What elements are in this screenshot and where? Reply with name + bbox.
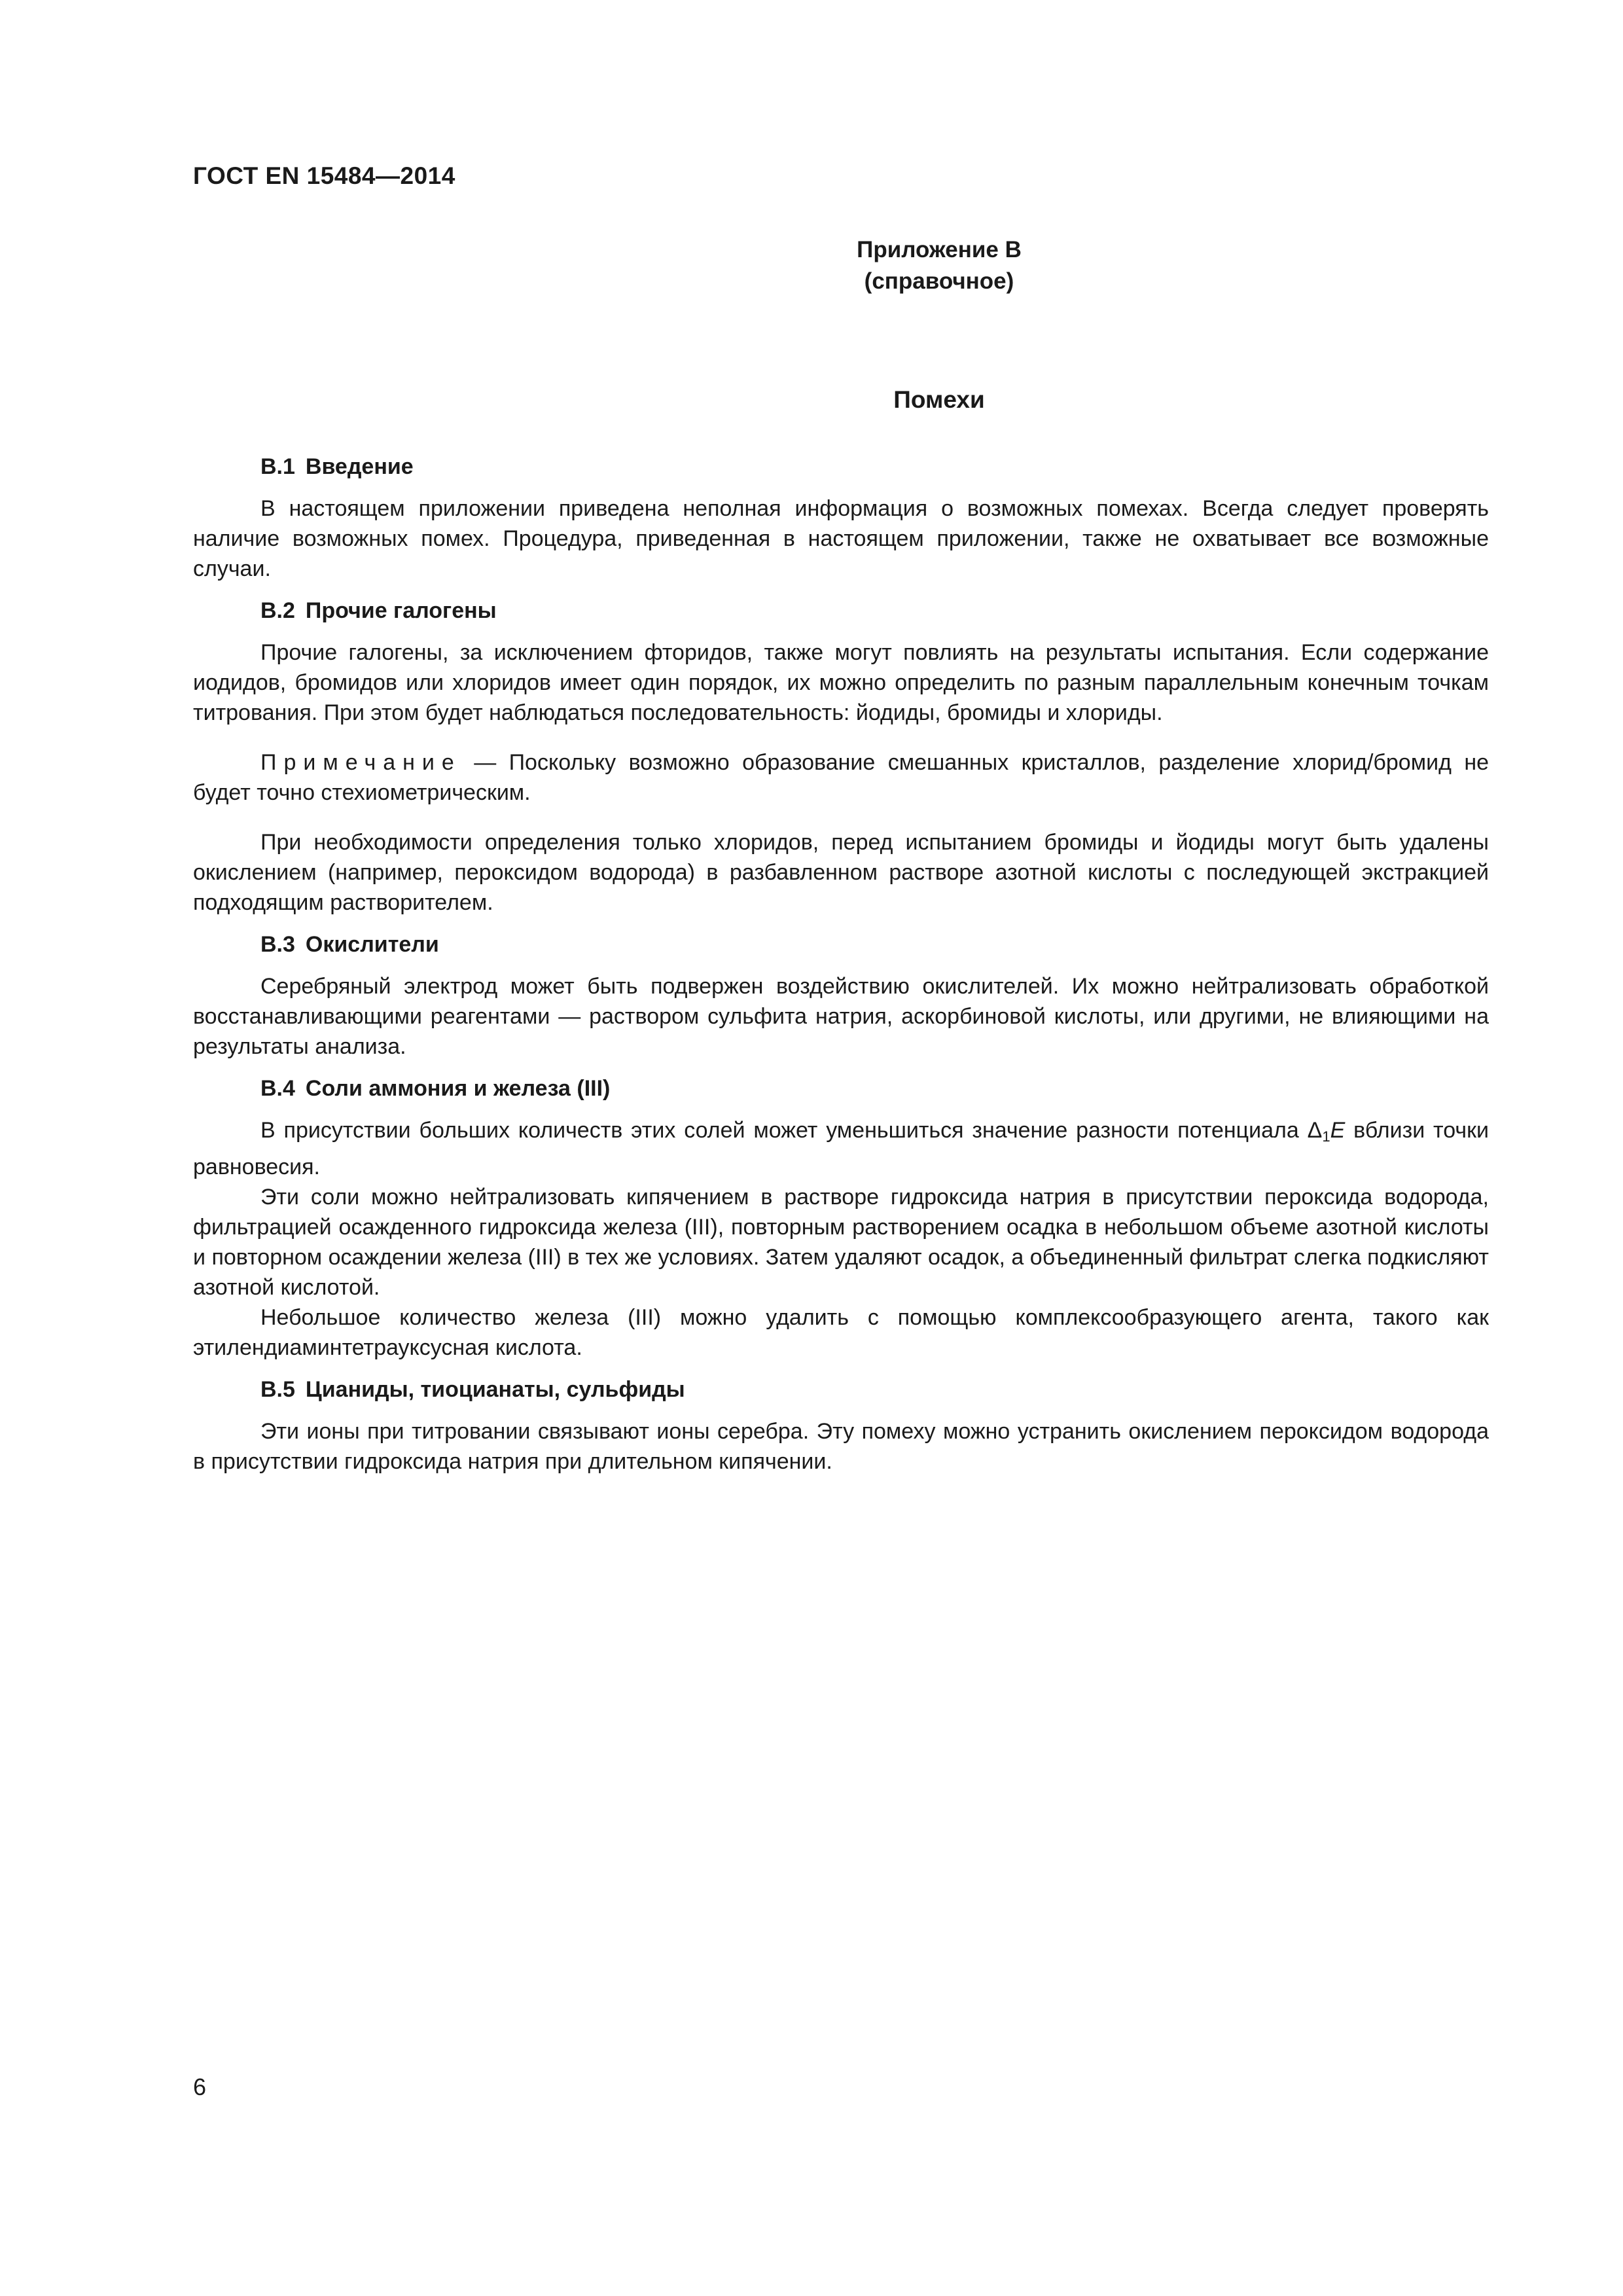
delta-variable: E	[1330, 1118, 1346, 1143]
section-heading-b3	[193, 929, 1489, 960]
document-header: ГОСТ EN 15484—2014	[193, 162, 455, 189]
section-heading-b4	[193, 1073, 1489, 1103]
paragraph: Серебряный электрод может быть подвержен воздействию окислителей. Их можно нейтрализовать обработкой восстанавливающими реагентами — раствором сульфита натрия, аскорбиновой кислоты, или другими, не влияющими на результаты анализа.	[193, 974, 1489, 1059]
paragraph: Эти ионы при титровании связывают ионы серебра. Эту помеху можно устранить окислением пероксидом водорода в присутствии гидроксида натрия при длительном кипячении.	[193, 1419, 1489, 1474]
page-number: 6	[193, 2073, 207, 2100]
section-number: В.5	[260, 1377, 295, 1402]
paragraph: В настоящем приложении приведена неполная информация о возможных помехах. Всегда следует проверять наличие возможных помех. Процедура, приведенная в настоящем приложении, также не охватывает все возможные случаи.	[193, 496, 1489, 581]
section-heading-b5	[193, 1374, 1489, 1405]
delta-subscript: 1	[1322, 1128, 1330, 1145]
note-text: — Поскольку возможно образование смешанных кристаллов, разделение хлорид/бромид не будет точно стехиометрическим.	[193, 750, 1489, 805]
annex-title: Помехи	[893, 386, 985, 413]
section-number: В.3	[260, 932, 295, 957]
annex-label: Приложение В	[857, 237, 1022, 262]
section-heading-b2	[193, 596, 1489, 626]
document-body	[193, 452, 1489, 1477]
delta-symbol: Δ	[1307, 1118, 1323, 1143]
section-title: Прочие галогены	[305, 598, 497, 623]
section-title: Введение	[305, 454, 414, 479]
section-number: В.2	[260, 598, 295, 623]
annex-heading	[193, 234, 1489, 297]
paragraph: Прочие галогены, за исключением фторидов, также могут повлиять на результаты испытания. Если содержание иодидов, бромидов или хлоридов имеет один порядок, их можно определить по разным параллельным конечным точкам титрования. При этом будет наблюдаться последовательность: йодиды, бромиды и хлориды.	[193, 640, 1489, 725]
paragraph: При необходимости определения только хлоридов, перед испытанием бромиды и йодиды могут быть удалены окислением (например, пероксидом водорода) в разбавленном растворе азотной кислоты с последующей экстракцией подходящим растворителем.	[193, 830, 1489, 915]
paragraph: Эти соли можно нейтрализовать кипячением в растворе гидроксида натрия в присутствии пероксида водорода, фильтрацией осажденного гидроксида железа (III), повторным растворением осадка в небольшом объеме азотной кислоты и повторном осаждении железа (III) в тех же условиях. Затем удаляют осадок, а объединенный фильтрат слегка подкисляют азотной кислотой.	[193, 1185, 1489, 1300]
section-number: В.4	[260, 1076, 295, 1101]
delta-formula	[1308, 1118, 1346, 1143]
note-label: Примечание	[260, 750, 461, 775]
paragraph-text: вблизи точки равновесия.	[193, 1118, 1489, 1179]
section-number: В.1	[260, 454, 295, 479]
section-title: Окислители	[305, 932, 439, 957]
section-title: Цианиды, тиоцианаты, сульфиды	[305, 1377, 685, 1402]
section-heading-b1	[193, 452, 1489, 482]
annex-type: (справочное)	[864, 268, 1014, 294]
paragraph	[193, 1115, 1489, 1182]
paragraph: Небольшое количество железа (III) можно удалить с помощью комплексообразующего агента, такого как этилендиаминтетрауксусная кислота.	[193, 1305, 1489, 1360]
note-paragraph	[193, 747, 1489, 808]
paragraph-text: В присутствии больших количеств этих солей может уменьшиться значение разности потенциала	[260, 1118, 1308, 1143]
section-title: Соли аммония и железа (III)	[305, 1076, 611, 1101]
